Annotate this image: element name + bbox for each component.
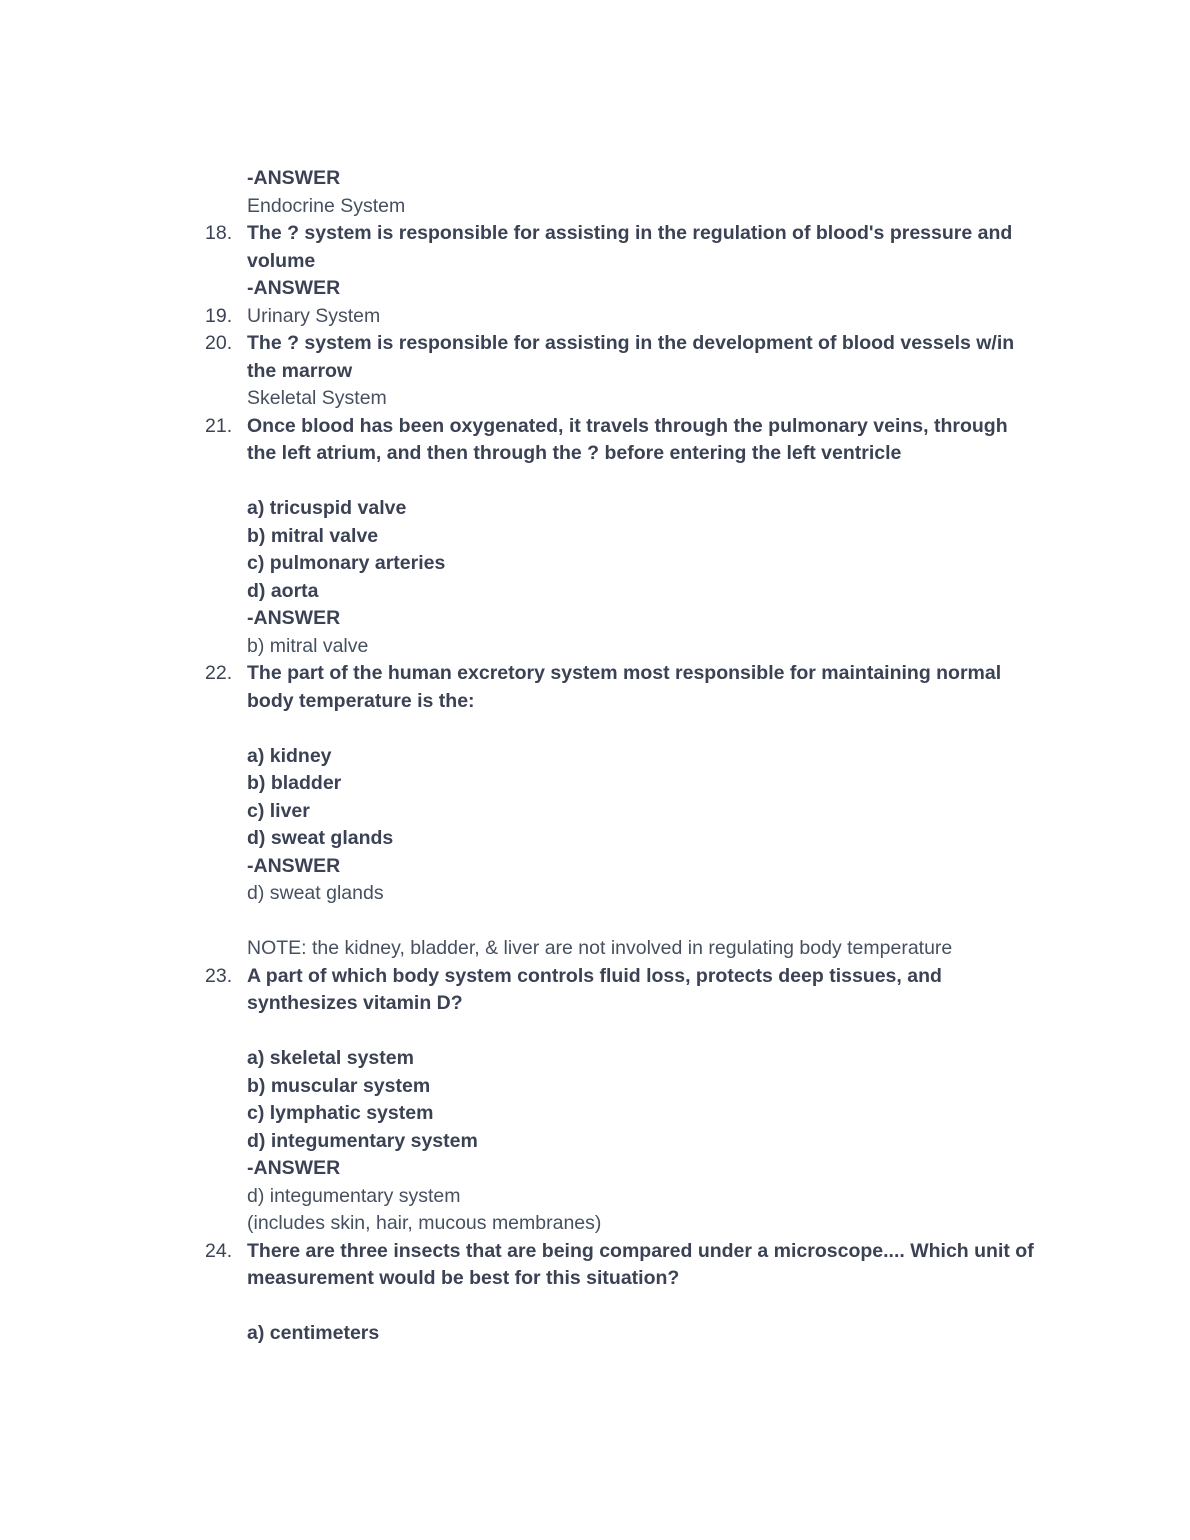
answer-option: b) muscular system <box>247 1074 431 1097</box>
answer-label: -ANSWER <box>247 167 341 189</box>
vertical-spacer <box>205 908 1040 936</box>
list-number: 18. <box>205 222 233 244</box>
vertical-spacer <box>205 468 1040 496</box>
answer-text: (includes skin, hair, mucous membranes) <box>247 1212 602 1234</box>
vertical-spacer <box>205 715 1040 743</box>
answer-label: -ANSWER <box>247 1157 341 1179</box>
answer-option: b) mitral valve <box>247 524 379 547</box>
answer-text: NOTE: the kidney, bladder, & liver are not involved in regulating body temperature <box>247 937 953 959</box>
question-text: Once blood has been oxygenated, it travels through the pulmonary veins, through the left atrium, and then through the ? before entering the left ventricle <box>247 414 1008 464</box>
answer-text: Skeletal System <box>247 387 387 409</box>
question-text: The ? system is responsible for assisting in the regulation of blood's pressure and volume <box>247 222 1013 272</box>
answer-option: b) bladder <box>247 772 342 794</box>
answer-option: a) kidney <box>247 744 332 767</box>
answer-label: -ANSWER <box>247 854 341 877</box>
answer-option: d) aorta <box>247 579 319 602</box>
answer-text: b) mitral valve <box>247 634 369 657</box>
vertical-spacer <box>205 1018 1040 1046</box>
answer-option: a) centimeters <box>247 1322 380 1344</box>
question-text: The ? system is responsible for assisting in the development of blood vessels w/in the marrow <box>247 332 1015 382</box>
answer-option: c) liver <box>247 799 310 822</box>
answer-option: a) tricuspid valve <box>247 497 407 519</box>
answer-option: d) sweat glands <box>247 827 394 849</box>
answer-text: Urinary System <box>247 304 381 327</box>
question-text: There are three insects that are being compared under a microscope.... Which unit of measurement would be best for this situation? <box>247 1239 1034 1289</box>
answer-text: Endocrine System <box>247 194 406 217</box>
question-list <box>205 165 1040 1348</box>
list-number: 23. <box>205 964 233 987</box>
list-number: 22. <box>205 662 233 684</box>
vertical-spacer <box>205 1293 1040 1321</box>
list-number: 24. <box>205 1239 233 1262</box>
answer-label: -ANSWER <box>247 607 341 629</box>
list-number: 19. <box>205 304 233 327</box>
answer-option: a) skeletal system <box>247 1047 414 1069</box>
answer-option: c) lymphatic system <box>247 1102 434 1124</box>
question-text: The part of the human excretory system most responsible for maintaining normal body temperature is the: <box>247 662 1002 712</box>
answer-option: d) integumentary system <box>247 1129 478 1152</box>
list-number: 21. <box>205 414 233 437</box>
answer-label: -ANSWER <box>247 277 341 299</box>
answer-text: d) integumentary system <box>247 1184 461 1207</box>
answer-text: d) sweat glands <box>247 882 384 904</box>
question-text: A part of which body system controls fluid loss, protects deep tissues, and synthesizes vitamin D? <box>247 964 942 1014</box>
list-number: 20. <box>205 332 233 354</box>
answer-option: c) pulmonary arteries <box>247 552 446 574</box>
